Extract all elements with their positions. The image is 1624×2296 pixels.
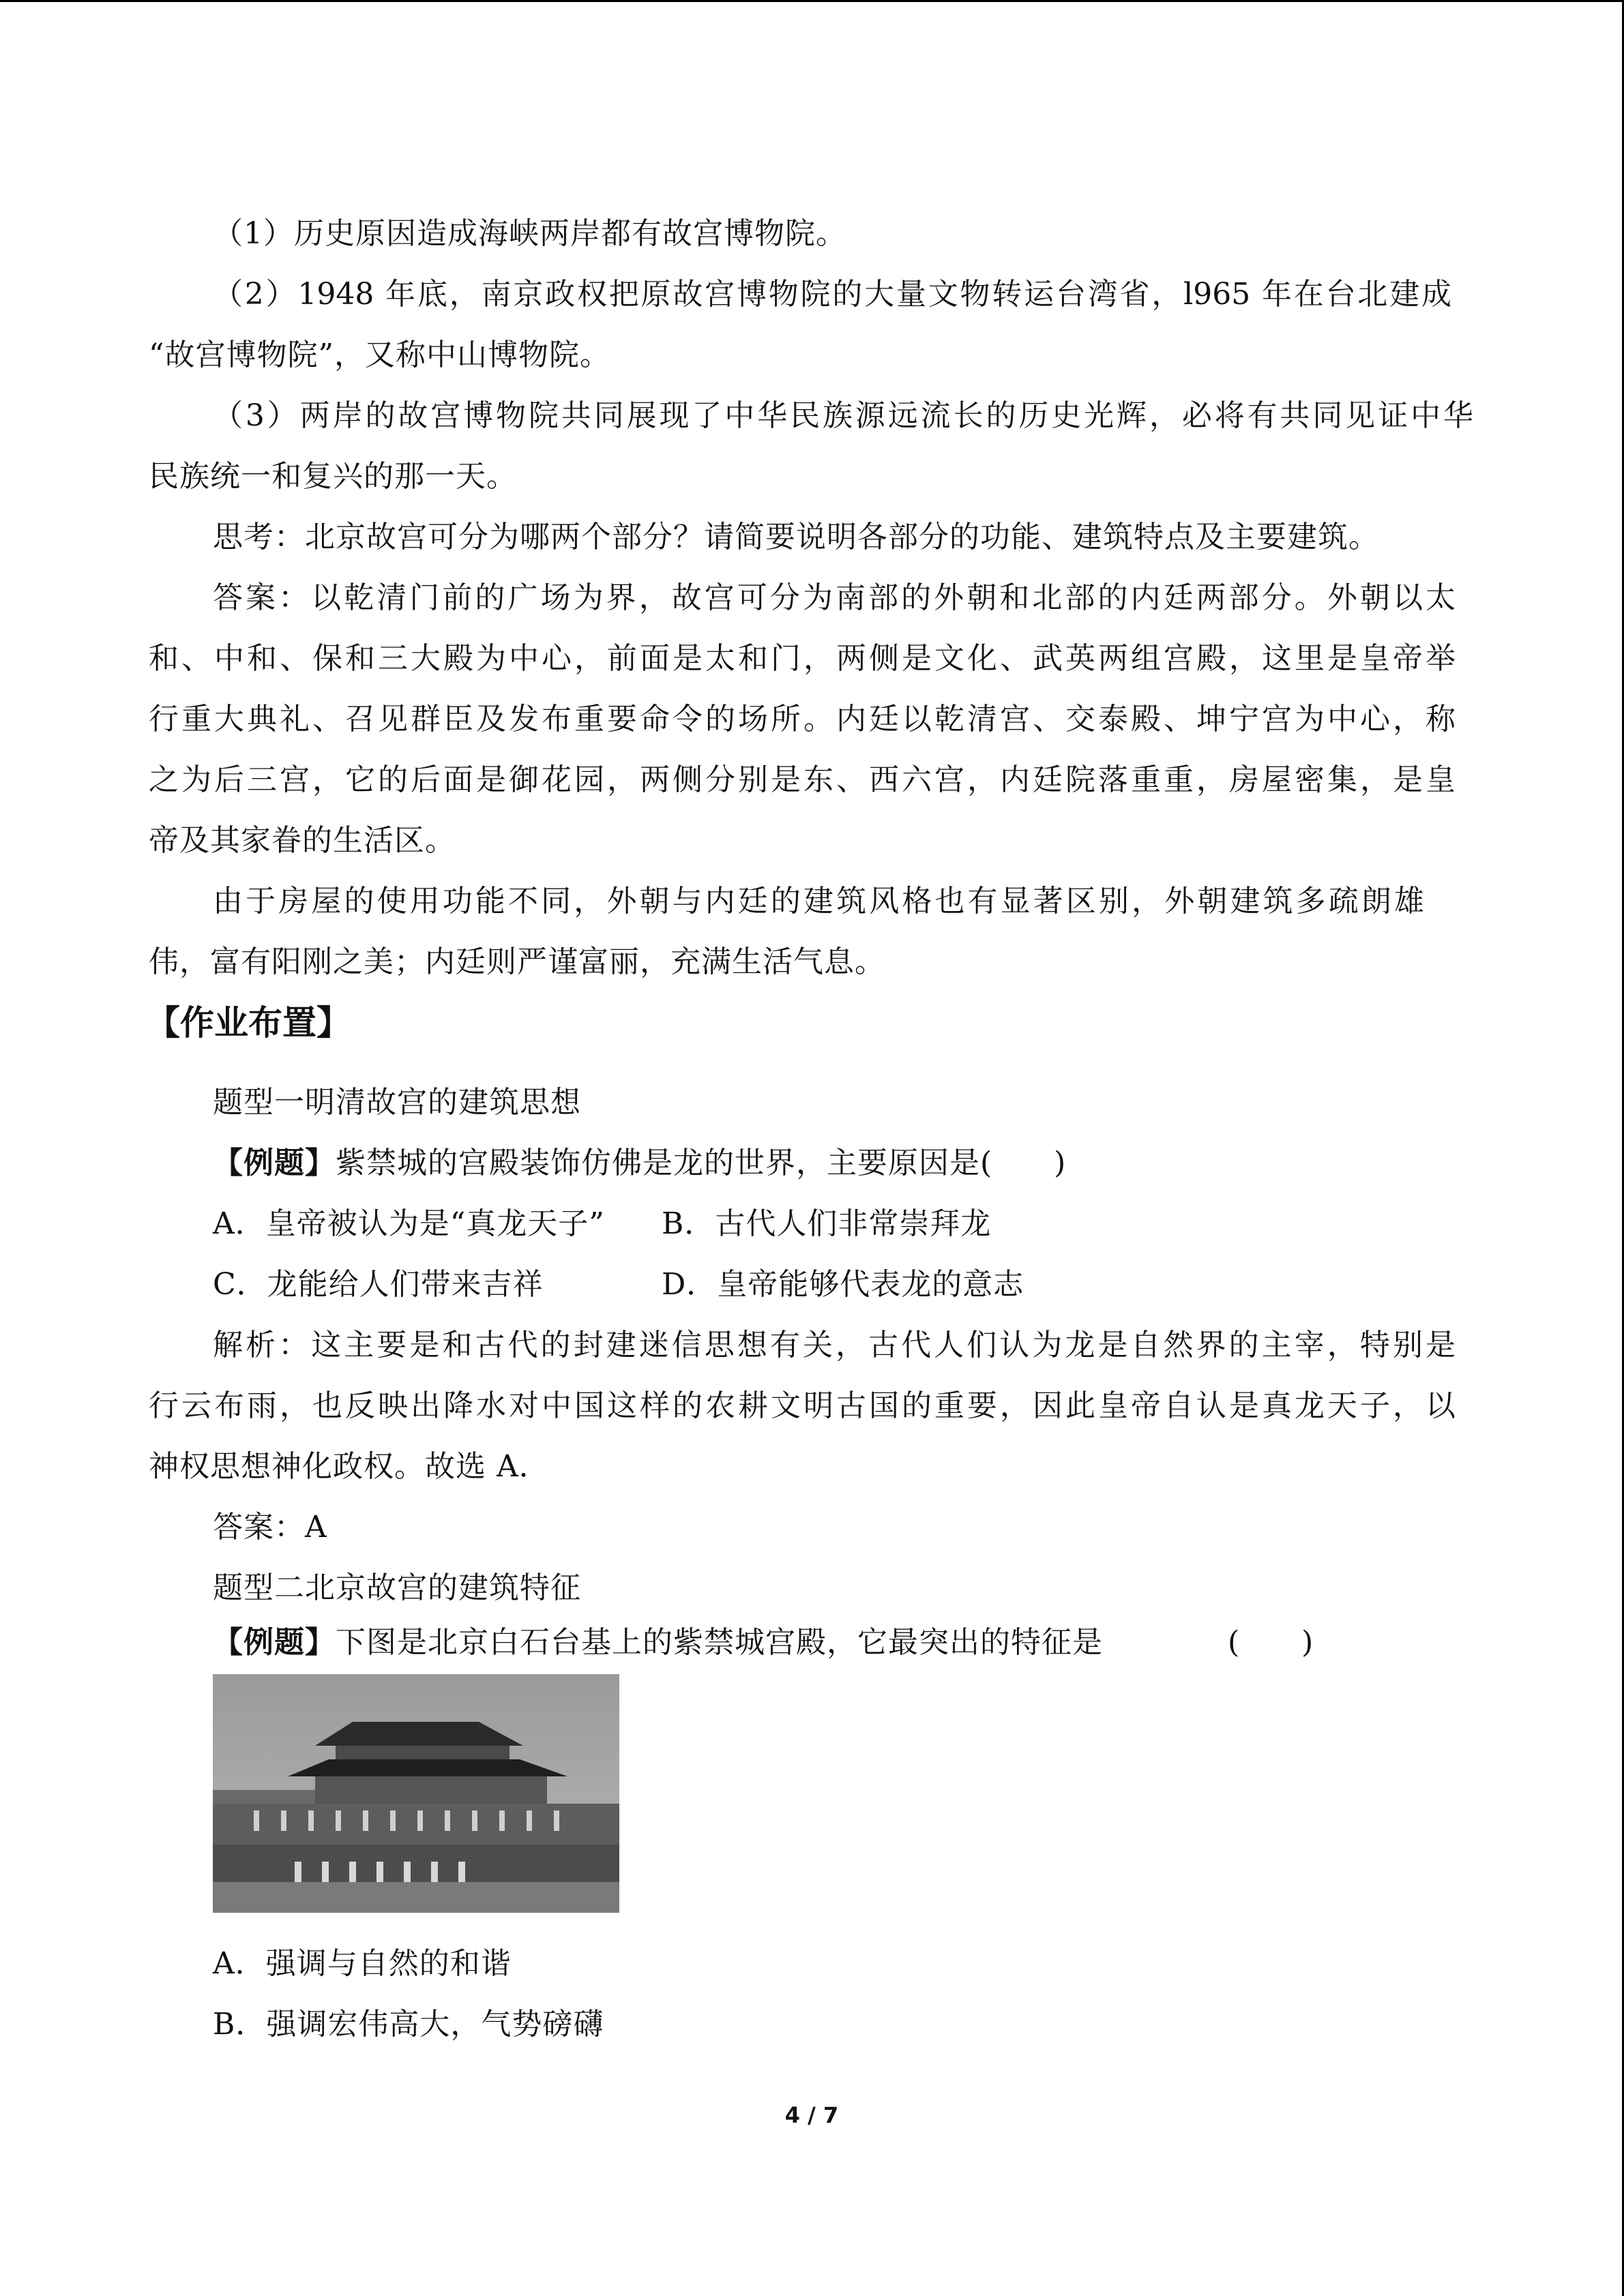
paragraph-3-line-1: （3）两岸的故宫博物院共同展现了中华民族源远流长的历史光辉，必将有共同见证中华	[213, 398, 1473, 433]
example-2-text: 下图是北京白石台基上的紫禁城宫殿，它最突出的特征是	[336, 1625, 1103, 1660]
palace-illustration	[213, 1674, 619, 1913]
example-1-answer: 答案：A	[213, 1510, 327, 1545]
answer-line-5: 帝及其家眷的生活区。	[149, 823, 456, 858]
answer-line-4: 之为后三宫，它的后面是御花园，两侧分别是东、西六宫，内廷院落重重，房屋密集，是皇	[149, 762, 1456, 797]
example-1-option-a: A．皇帝被认为是“真龙天子”	[213, 1206, 605, 1241]
example-1-option-d: D．皇帝能够代表龙的意志	[662, 1267, 1024, 1302]
example-2-option-a: A．强调与自然的和谐	[213, 1946, 512, 1981]
think-question: 思考：北京故宫可分为哪两个部分？请简要说明各部分的功能、建筑特点及主要建筑。	[213, 520, 1379, 554]
style-line-2: 伟，富有阳刚之美；内廷则严谨富丽，充满生活气息。	[149, 944, 885, 979]
question-type-1: 题型一明清故宫的建筑思想	[213, 1085, 581, 1120]
example-1-tag: 【例题】	[213, 1146, 336, 1180]
example-2-option-b: B．强调宏伟高大，气势磅礴	[213, 2007, 604, 2042]
paragraph-1: （1）历史原因造成海峡两岸都有故宫博物院。	[213, 216, 846, 251]
example-1-option-c: C．龙能给人们带来吉祥	[213, 1267, 544, 1302]
example-1-analysis-line-3: 神权思想神化政权。故选 A．	[149, 1449, 550, 1484]
example-1-text: 紫禁城的宫殿装饰仿佛是龙的世界，主要原因是( )	[336, 1146, 1067, 1180]
homework-section-title: 【作业布置】	[146, 1003, 351, 1043]
answer-line-1: 答案：以乾清门前的广场为界，故宫可分为南部的外朝和北部的内廷两部分。外朝以太	[213, 580, 1456, 615]
style-line-1: 由于房屋的使用功能不同，外朝与内廷的建筑风格也有显著区别，外朝建筑多疏朗雄	[213, 884, 1424, 919]
example-2-answer-paren: ( )	[1228, 1625, 1314, 1660]
example-1-stem	[213, 1143, 1066, 1184]
paragraph-3-line-2: 民族统一和复兴的那一天。	[149, 459, 517, 494]
example-1-analysis-line-1: 解析：这主要是和古代的封建迷信思想有关，古代人们认为龙是自然界的主宰，特别是	[213, 1328, 1456, 1362]
page-top-border	[0, 0, 1624, 2]
example-2-tag: 【例题】	[213, 1625, 336, 1660]
paragraph-2-line-2: “故宫博物院”，又称中山博物院。	[149, 338, 610, 372]
example-1-analysis-line-2: 行云布雨，也反映出降水对中国这样的农耕文明古国的重要，因此皇帝自认是真龙天子，以	[149, 1388, 1456, 1423]
forbidden-city-palace-photo	[213, 1674, 619, 1913]
question-type-2: 题型二北京故宫的建筑特征	[213, 1570, 581, 1605]
paragraph-2-line-1: （2）1948 年底，南京政权把原故宫博物院的大量文物转运台湾省，l965 年在台北建成	[213, 277, 1451, 312]
answer-line-2: 和、中和、保和三大殿为中心，前面是太和门，两侧是文化、武英两组宫殿，这里是皇帝举	[149, 641, 1456, 676]
example-2-stem	[213, 1622, 1103, 1663]
answer-line-3: 行重大典礼、召见群臣及发布重要命令的场所。内廷以乾清宫、交泰殿、坤宁宫为中心，称	[149, 702, 1456, 736]
page-number: 4 / 7	[784, 2102, 839, 2128]
example-1-option-b: B．古代人们非常崇拜龙	[662, 1206, 992, 1241]
